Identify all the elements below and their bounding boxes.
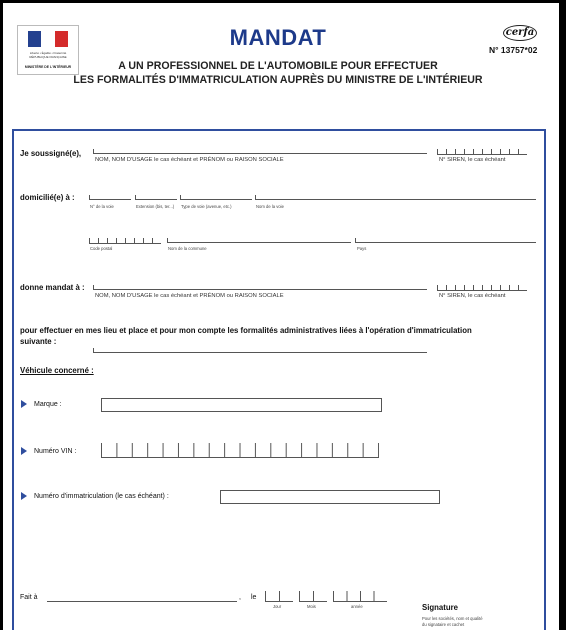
fait-a-field[interactable]	[47, 601, 237, 602]
domicilie-label: domicilié(e) à :	[20, 193, 75, 202]
fait-a-label: Fait à	[20, 594, 38, 601]
operation-text-line-2: suivante :	[20, 337, 57, 346]
subtitle-line-1: A UN PROFESSIONNEL DE L'AUTOMOBILE POUR EFFECTUER	[118, 60, 438, 72]
arrow-icon	[21, 447, 27, 455]
code-postal-hint: Code postal	[90, 246, 113, 251]
mois-hint: Mois	[307, 604, 316, 609]
soussigne-name-hint: NOM, NOM D'USAGE le cas échéant et PRÉNOM ou RAISON SOCIALE	[95, 157, 284, 163]
voie-num-field[interactable]	[89, 195, 131, 200]
mandat-siren-hint: N° SIREN, le cas échéant	[439, 293, 506, 299]
type-voie-hint: Type de voie (avenue, etc.)	[181, 204, 232, 209]
logo-ministry: MINISTÈRE DE L'INTÉRIEUR	[24, 65, 72, 69]
voie-num-hint: N° de la voie	[90, 204, 114, 209]
nom-voie-hint: Nom de la voie	[256, 204, 284, 209]
le-label: le	[251, 594, 257, 601]
arrow-icon	[21, 492, 27, 500]
logo-motto: Liberté • Égalité • Fraternité RÉPUBLIQUE FRANÇAISE	[29, 51, 67, 59]
code-postal-field[interactable]	[89, 238, 161, 244]
page-subtitle	[43, 59, 513, 87]
commune-hint: Nom de la commune	[168, 246, 207, 251]
marque-label: Marque :	[34, 401, 62, 408]
jour-hint: Jour	[273, 604, 282, 609]
type-voie-field[interactable]	[180, 195, 252, 200]
signature-note-2: du signataire et cachet	[422, 622, 465, 627]
operation-field[interactable]	[93, 348, 427, 353]
pays-hint: Pays	[357, 246, 367, 251]
extension-hint: Extension (bis, ter...)	[136, 204, 175, 209]
soussigne-label: Je soussigné(e),	[20, 149, 82, 158]
subtitle-line-2: LES FORMALITÉS D'IMMATRICULATION AUPRÈS DU MINISTRE DE L'INTÉRIEUR	[73, 74, 483, 86]
fait-a-comma: ,	[239, 594, 241, 601]
soussigne-siren-hint: N° SIREN, le cas échéant	[439, 157, 506, 163]
vin-field[interactable]	[101, 443, 379, 458]
operation-text-line-1: pour effectuer en mes lieu et place et pour mon compte les formalités administratives liées à l'opération d'immatriculation	[20, 326, 472, 335]
soussigne-siren-field[interactable]	[437, 149, 527, 155]
jour-field[interactable]	[265, 591, 293, 602]
mandat-label: donne mandat à :	[20, 283, 85, 292]
soussigne-name-field[interactable]	[93, 149, 427, 154]
nom-voie-field[interactable]	[255, 195, 536, 200]
vehicule-heading: Véhicule concerné :	[20, 366, 94, 375]
cerfa-logo: cerfa	[503, 25, 537, 41]
immat-field[interactable]	[220, 490, 440, 504]
form-page	[3, 3, 559, 630]
pays-field[interactable]	[355, 238, 536, 243]
vin-label: Numéro VIN :	[34, 448, 77, 455]
cerfa-number: N° 13757*02	[489, 45, 538, 55]
mandat-siren-field[interactable]	[437, 285, 527, 291]
arrow-icon	[21, 400, 27, 408]
annee-field[interactable]	[333, 591, 387, 602]
commune-field[interactable]	[167, 238, 351, 243]
annee-hint: année	[351, 604, 363, 609]
page-title: MANDAT	[229, 25, 327, 50]
signature-note-1: Pour les sociétés, nom et qualité	[422, 616, 483, 621]
signature-label: Signature	[422, 603, 458, 612]
extension-field[interactable]	[135, 195, 177, 200]
mandat-name-hint: NOM, NOM D'USAGE le cas échéant et PRÉNOM ou RAISON SOCIALE	[95, 293, 284, 299]
mandat-name-field[interactable]	[93, 285, 427, 290]
mois-field[interactable]	[299, 591, 327, 602]
immat-label: Numéro d'immatriculation (le cas échéant) :	[34, 493, 169, 500]
marque-field[interactable]	[101, 398, 382, 412]
